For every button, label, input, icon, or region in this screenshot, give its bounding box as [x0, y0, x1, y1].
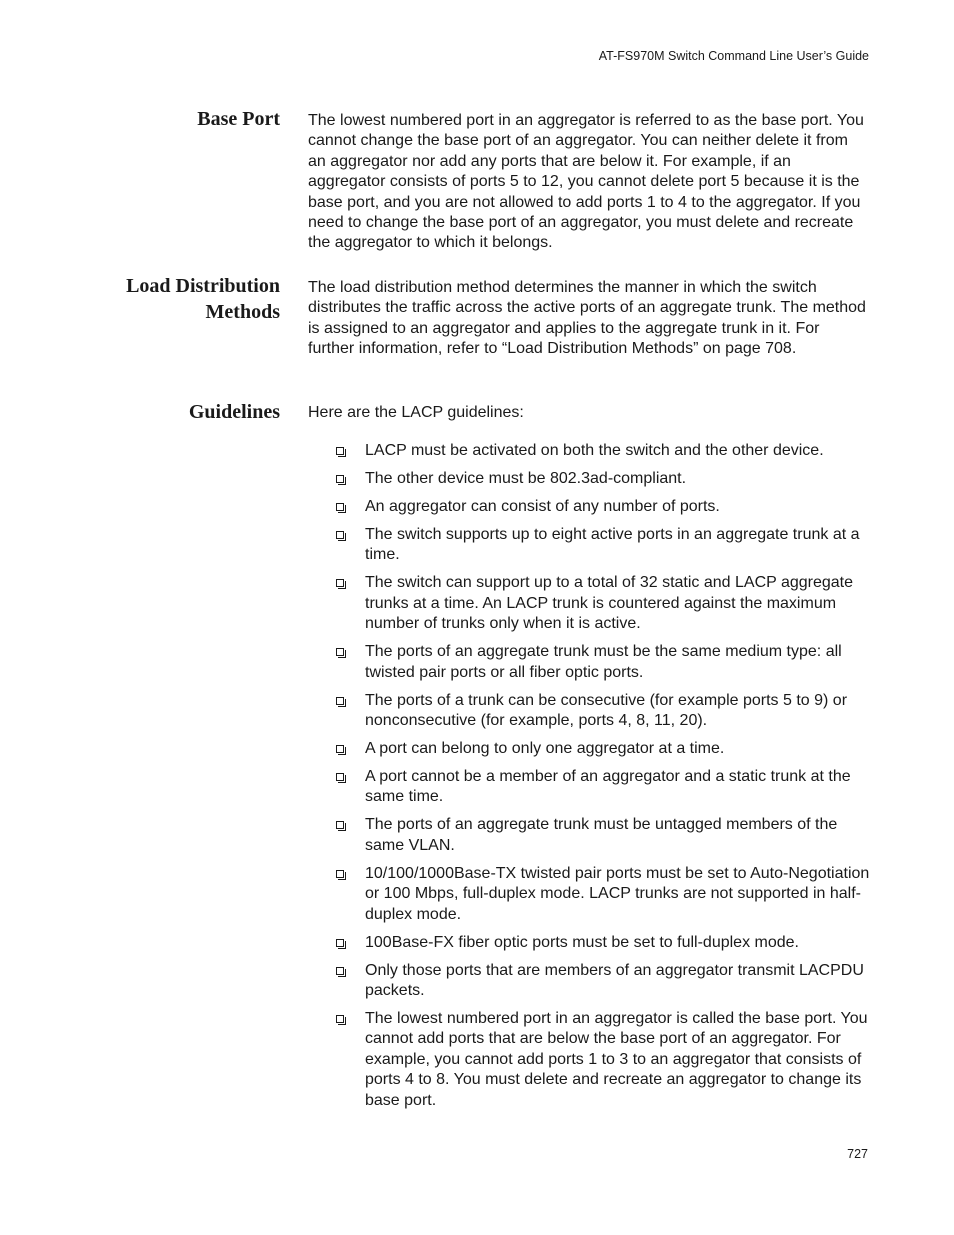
- running-header-title: AT-FS970M Switch Command Line User’s Guide: [598, 49, 869, 63]
- list-item-text: The other device must be 802.3ad-compliant.: [365, 470, 687, 487]
- list-item-text: A port cannot be a member of an aggregator and a static trunk at the same time.: [365, 768, 851, 806]
- list-item-text: An aggregator can consist of any number of ports.: [365, 498, 720, 515]
- list-item-text: Only those ports that are members of an aggregator transmit LACPDU packets.: [365, 961, 864, 1000]
- heading-line: Guidelines: [188, 401, 280, 423]
- checkbox-bullet-icon: [336, 503, 344, 511]
- section-heading: [20, 399, 280, 425]
- list-item-text: The ports of a trunk can be consecutive (for example ports 5 to 9) or nonconsecutive (for example, ports 4, 8, 11, 20).: [365, 691, 848, 730]
- page-number: 727: [847, 1147, 868, 1161]
- list-item: [336, 691, 870, 732]
- checkbox-bullet-icon: [336, 821, 344, 829]
- checkbox-bullet-icon: [336, 870, 344, 878]
- section-body: The load distribution method determines the manner in which the switch distributes the traffic across the active ports of an aggregate trunk. The method is assigned to an aggregator and applies to the aggregate trunk in it. For further information, refer to “Load Distribution Methods” on page 708.: [308, 279, 866, 358]
- checkbox-bullet-icon: [336, 531, 344, 539]
- list-item: [336, 767, 870, 808]
- list-item-text: The lowest numbered port in an aggregator is called the base port. You cannot add ports that are below the base port of an aggregator. For example, you cannot add ports 1 to 3 to an aggregator that consists of ports 4 to 8. You must delete and recreate an aggregator to change its base port.: [365, 1010, 868, 1109]
- heading-line: Methods: [205, 301, 280, 323]
- section-body: The lowest numbered port in an aggregator is referred to as the base port. You cannot change the base port of an aggregator. You can neither delete it from an aggregator nor add any ports that are below it. For example, if an aggregator consists of ports 5 to 12, you cannot delete port 5 because it is the base port, and you are not allowed to add ports 1 to 4 to the aggregator. If you need to change the base port of an aggregator, you must delete and recreate the aggregator to which it belongs.: [308, 112, 864, 252]
- list-item: [336, 815, 870, 856]
- checkbox-bullet-icon: [336, 579, 344, 587]
- section-body: Here are the LACP guidelines:: [308, 404, 524, 421]
- checkbox-bullet-icon: [336, 967, 344, 975]
- checkbox-bullet-icon: [336, 648, 344, 656]
- list-item: [336, 525, 870, 566]
- checkbox-bullet-icon: [336, 745, 344, 753]
- list-item: [336, 642, 870, 683]
- list-item-text: The switch supports up to eight active ports in an aggregate trunk at a time.: [365, 526, 860, 564]
- list-item-text: 10/100/1000Base-TX twisted pair ports must be set to Auto-Negotiation or 100 Mbps, full-duplex mode. LACP trunks are not supported in half-duplex mode.: [365, 864, 870, 923]
- checkbox-bullet-icon: [336, 447, 344, 455]
- list-item: [336, 573, 870, 634]
- checkbox-bullet-icon: [336, 1015, 344, 1023]
- list-item: [336, 469, 870, 489]
- list-item: [336, 497, 870, 517]
- section-heading: [20, 106, 280, 132]
- list-item-text: The ports of an aggregate trunk must be the same medium type: all twisted pair ports or all fiber optic ports.: [365, 643, 842, 681]
- list-item: [336, 933, 870, 953]
- list-item: [336, 1009, 870, 1111]
- list-item: [336, 961, 870, 1002]
- list-item-text: The ports of an aggregate trunk must be untagged members of the same VLAN.: [365, 816, 838, 854]
- list-item: [336, 739, 870, 759]
- list-item-text: 100Base-FX fiber optic ports must be set to full-duplex mode.: [365, 933, 799, 951]
- heading-line: Load Distribution: [126, 275, 280, 297]
- list-item: [336, 441, 870, 461]
- list-item: [336, 864, 870, 925]
- checkbox-bullet-icon: [336, 939, 344, 947]
- checkbox-bullet-icon: [336, 697, 344, 705]
- checkbox-bullet-icon: [336, 773, 344, 781]
- list-item-text: A port can belong to only one aggregator at a time.: [365, 740, 725, 758]
- list-item-text: LACP must be activated on both the switch and the other device.: [365, 442, 824, 459]
- section-heading: [20, 273, 280, 325]
- heading-line: Base Port: [197, 108, 280, 130]
- guidelines-list: [336, 441, 870, 1119]
- list-item-text: The switch can support up to a total of 32 static and LACP aggregate trunks at a time. An LACP trunk is countered against the maximum number of trunks only when it is active.: [365, 574, 854, 633]
- checkbox-bullet-icon: [336, 475, 344, 483]
